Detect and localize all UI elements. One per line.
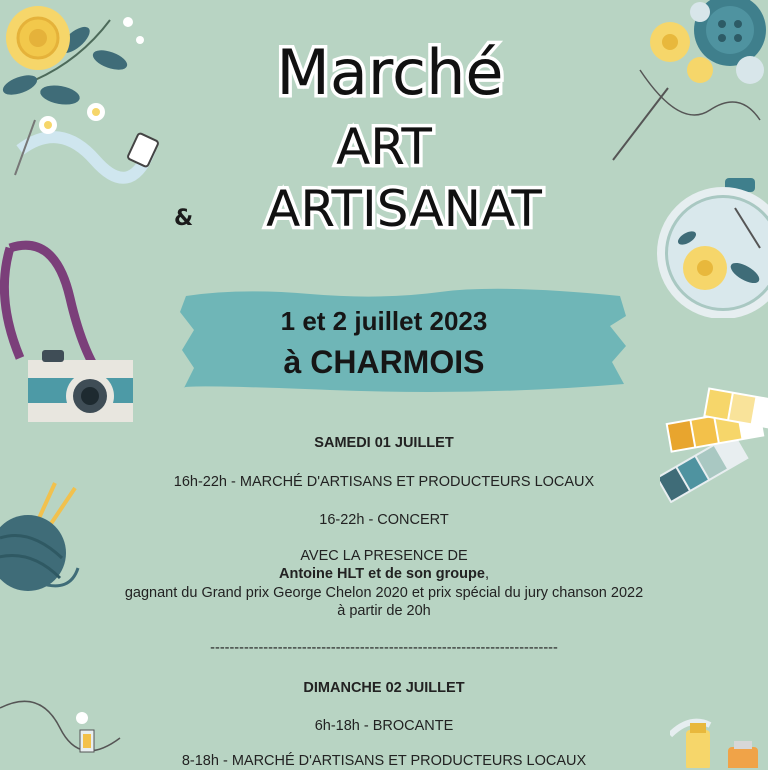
- title-artisanat: ARTISANAT: [266, 180, 542, 238]
- artist-line: [0, 566, 768, 583]
- sunday-brocante: 6h-18h - BROCANTE: [314, 718, 454, 734]
- saturday-heading: SAMEDI 01 JUILLET: [314, 435, 454, 451]
- time-note: à partir de 20h: [337, 603, 431, 619]
- separator: ------------------------------------------------------------------------: [210, 640, 558, 656]
- artist-name: Antoine HLT et de son groupe: [279, 566, 485, 582]
- title-marche: Marché: [276, 36, 504, 109]
- saturday-market: 16h-22h - MARCHÉ D'ARTISANS ET PRODUCTEURS LOCAUX: [173, 474, 595, 490]
- title-art: ART: [336, 118, 432, 176]
- artist-suffix: ,: [484, 566, 489, 582]
- sunday-market: 8-18h - MARCHÉ D'ARTISANS ET PRODUCTEURS LOCAUX: [181, 753, 587, 769]
- title-ampersand: &: [174, 206, 194, 231]
- brush-banner: [180, 286, 628, 398]
- event-dates: 1 et 2 juillet 2023: [280, 306, 488, 336]
- event-location: à CHARMOIS: [283, 344, 485, 380]
- saturday-concert: 16-22h - CONCERT: [319, 512, 449, 528]
- presence-intro: AVEC LA PRESENCE DE: [300, 548, 468, 564]
- award-line: gagnant du Grand prix George Chelon 2020 et prix spécial du jury chanson 2022: [124, 585, 644, 601]
- sunday-heading: DIMANCHE 02 JUILLET: [303, 680, 465, 696]
